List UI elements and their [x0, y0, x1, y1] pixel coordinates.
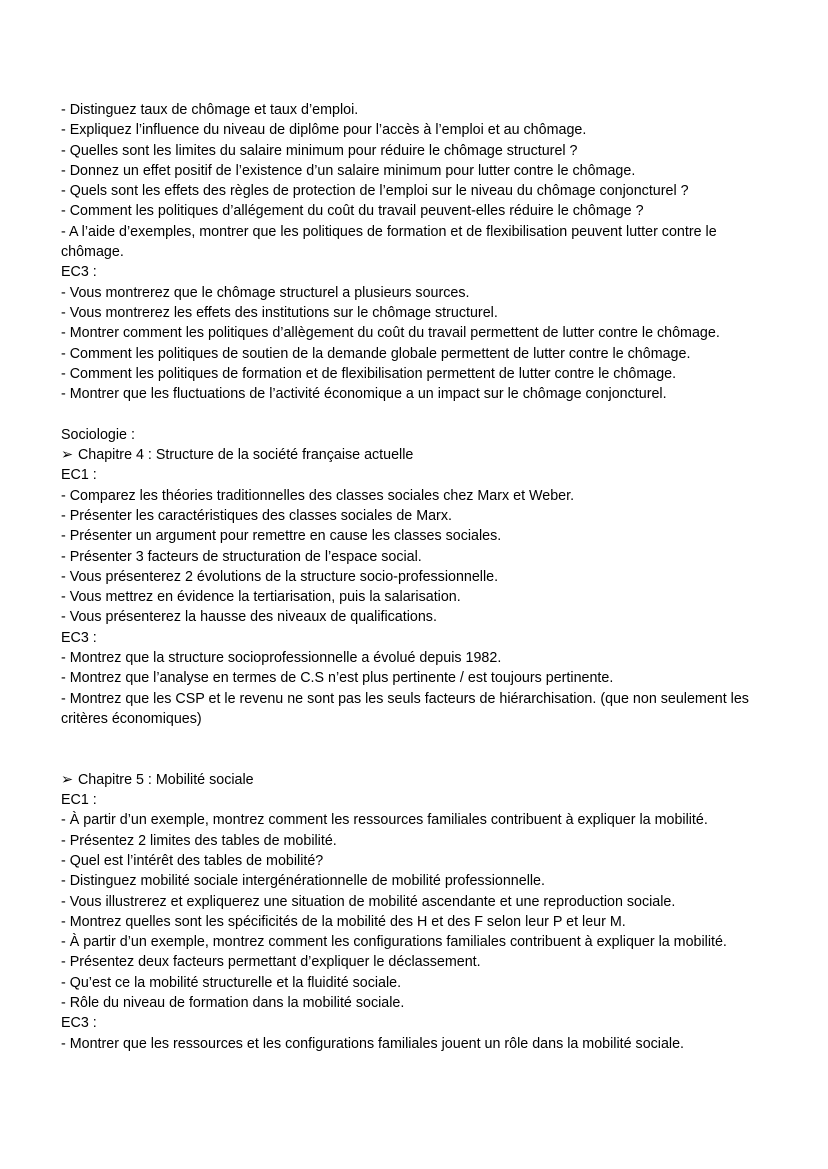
chapitre-5-title: Chapitre 5 : Mobilité sociale: [77, 771, 254, 788]
list-item: - A l’aide d’exemples, montrer que les politiques de formation et de flexibilisation peuvent lutter contre le chômage.: [61, 223, 717, 261]
list-item: - Vous montrerez que le chômage structurel a plusieurs sources.: [61, 284, 470, 301]
list-item: - Présentez 2 limites des tables de mobilité.: [61, 832, 337, 849]
list-item: - Rôle du niveau de formation dans la mobilité sociale.: [61, 995, 405, 1012]
list-item: - Comment les politiques de formation et de flexibilisation permettent de lutter contre le chômage.: [61, 365, 677, 382]
list-item: - Distinguez taux de chômage et taux d’emploi.: [61, 102, 359, 118]
list-item: - Donnez un effet positif de l’existence d’un salaire minimum pour lutter contre le chômage.: [61, 162, 636, 179]
list-item: - Qu’est ce la mobilité structurelle et la fluidité sociale.: [61, 974, 402, 991]
chapitre-5-heading: [61, 770, 781, 790]
list-item: - Vous illustrerez et expliquerez une situation de mobilité ascendante et une reproduction sociale.: [61, 893, 676, 910]
section-label-ec1: EC1 :: [61, 467, 97, 484]
spacer: [61, 729, 781, 770]
ch5-ec3-questions-block: [61, 1034, 781, 1054]
list-item: - Vous présenterez 2 évolutions de la structure socio-professionnelle.: [61, 568, 499, 585]
ch4-ec1-questions-block: [61, 486, 781, 628]
chapitre-4-title: Chapitre 4 : Structure de la société française actuelle: [77, 447, 414, 464]
list-item: - Montrez quelles sont les spécificités de la mobilité des H et des F selon leur P et leur M.: [61, 913, 626, 930]
list-item: - À partir d’un exemple, montrez comment les configurations familiales contribuent à expliquer la mobilité.: [61, 934, 727, 951]
list-item: - Présenter un argument pour remettre en cause les classes sociales.: [61, 528, 502, 545]
economics-questions-block: [61, 100, 781, 262]
list-item: - Quel est l’intérêt des tables de mobilité?: [61, 852, 324, 869]
list-item: - Présenter les caractéristiques des classes sociales de Marx.: [61, 507, 452, 524]
list-item: - Montrer comment les politiques d’allègement du coût du travail permettent de lutter contre le chômage.: [61, 325, 720, 342]
list-item: - Présentez deux facteurs permettant d’expliquer le déclassement.: [61, 954, 481, 971]
ch4-ec3-questions-block: [61, 648, 781, 729]
arrow-bullet-icon: ➢: [61, 447, 73, 464]
chapitre-4-heading: [61, 445, 781, 465]
list-item: - Expliquez l’influence du niveau de diplôme pour l’accès à l’emploi et au chômage.: [61, 122, 587, 139]
list-item: - Comparez les théories traditionnelles des classes sociales chez Marx et Weber.: [61, 487, 575, 504]
ch5-ec1-questions-block: [61, 810, 781, 1013]
list-item: - Vous présenterez la hausse des niveaux de qualifications.: [61, 609, 437, 626]
sociologie-heading: Sociologie :: [61, 426, 135, 443]
document-page: [61, 100, 781, 1054]
list-item: - Montrer que les fluctuations de l’activité économique a un impact sur le chômage conjoncturel.: [61, 386, 667, 403]
section-label-ec3: EC3 :: [61, 264, 97, 281]
list-item: - Montrez que la structure socioprofessionnelle a évolué depuis 1982.: [61, 650, 502, 667]
section-label-ec1: EC1 :: [61, 792, 97, 809]
list-item: - Comment les politiques de soutien de la demande globale permettent de lutter contre le chômage.: [61, 345, 691, 362]
list-item: - Vous mettrez en évidence la tertiarisation, puis la salarisation.: [61, 589, 461, 606]
list-item: - Présenter 3 facteurs de structuration de l’espace social.: [61, 548, 422, 565]
list-item: - Comment les politiques d’allégement du coût du travail peuvent-elles réduire le chômage ?: [61, 203, 644, 220]
spacer: [61, 404, 781, 424]
list-item: - À partir d’un exemple, montrez comment les ressources familiales contribuent à expliquer la mobilité.: [61, 812, 708, 829]
list-item: - Montrez que les CSP et le revenu ne sont pas les seuls facteurs de hiérarchisation. (que non seulement les critères économiques): [61, 690, 749, 727]
ec3-questions-block: [61, 283, 781, 405]
list-item: - Vous montrerez les effets des institutions sur le chômage structurel.: [61, 304, 498, 321]
list-item: - Distinguez mobilité sociale intergénérationnelle de mobilité professionnelle.: [61, 873, 545, 890]
arrow-bullet-icon: ➢: [61, 771, 73, 788]
section-label-ec3: EC3 :: [61, 629, 97, 646]
list-item: - Montrez que l’analyse en termes de C.S n’est plus pertinente / est toujours pertinente.: [61, 670, 614, 687]
list-item: - Montrer que les ressources et les configurations familiales jouent un rôle dans la mobilité sociale.: [61, 1035, 685, 1052]
section-label-ec3: EC3 :: [61, 1015, 97, 1032]
list-item: - Quelles sont les limites du salaire minimum pour réduire le chômage structurel ?: [61, 142, 578, 159]
list-item: - Quels sont les effets des règles de protection de l’emploi sur le niveau du chômage conjoncturel ?: [61, 183, 689, 200]
